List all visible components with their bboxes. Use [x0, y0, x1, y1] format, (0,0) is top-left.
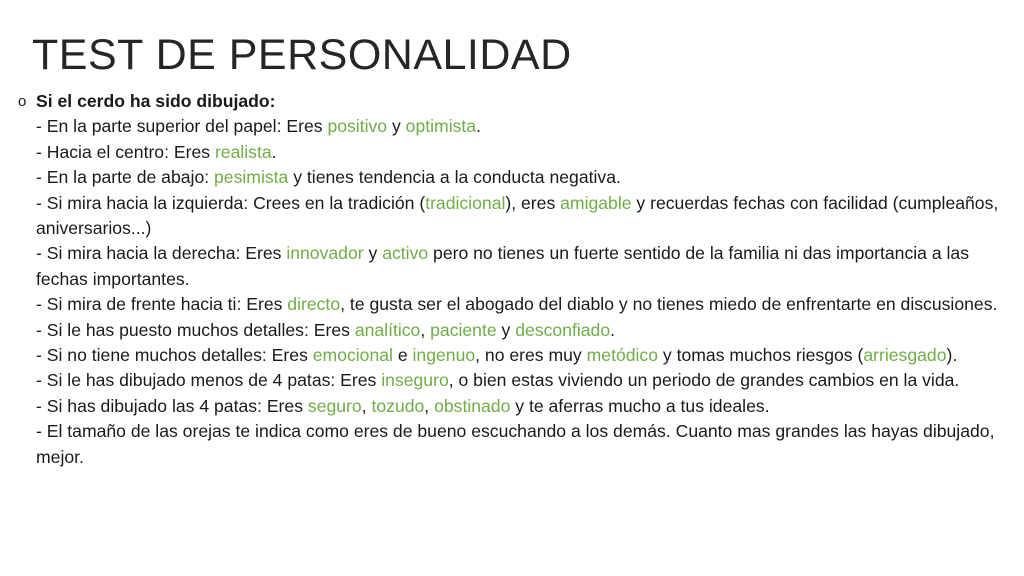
highlighted-trait: arriesgado — [863, 345, 947, 366]
line-text: y — [387, 116, 406, 137]
line-text: , no eres muy — [475, 345, 587, 366]
description-line — [36, 368, 1008, 393]
hollow-circle-bullet-icon: o — [18, 93, 27, 110]
section-heading: Si el cerdo ha sido dibujado: — [36, 91, 276, 111]
highlighted-trait: emocional — [312, 345, 393, 366]
highlighted-trait: ingenuo — [412, 345, 476, 366]
line-text: y tomas muchos riesgos ( — [658, 345, 864, 366]
highlighted-trait: directo — [287, 294, 341, 315]
description-line — [36, 394, 1008, 419]
line-text: - En la parte de abajo: — [36, 167, 215, 188]
bullet-body — [36, 89, 1008, 470]
slide-title: TEST DE PERSONALIDAD — [32, 31, 572, 79]
highlighted-trait: realista — [214, 141, 272, 162]
line-text: e — [392, 345, 413, 366]
line-text: y te aferras mucho a tus ideales. — [510, 395, 770, 416]
highlighted-trait: inseguro — [381, 370, 449, 391]
description-line — [36, 343, 1008, 368]
line-text: - En la parte superior del papel: Eres — [36, 116, 328, 137]
line-text: , — [420, 319, 431, 340]
line-text: , — [424, 395, 435, 416]
line-text: y recuerdas fechas con facilidad (cumpleaños, aniversarios...) — [36, 192, 999, 239]
description-line — [36, 419, 1008, 470]
highlighted-trait: positivo — [327, 116, 388, 137]
line-text: - Si le has puesto muchos detalles: Eres — [36, 319, 355, 340]
highlighted-trait: desconfiado — [515, 319, 611, 340]
line-text: , o bien estas viviendo un periodo de grandes cambios en la vida. — [448, 370, 960, 391]
highlighted-trait: innovador — [286, 243, 364, 264]
description-line — [36, 318, 1008, 343]
line-text: - Hacia el centro: Eres — [36, 141, 215, 162]
highlighted-trait: pesimista — [214, 167, 289, 188]
line-text: - Si le has dibujado menos de 4 patas: Eres — [36, 370, 382, 391]
line-text: - Si has dibujado las 4 patas: Eres — [36, 395, 308, 416]
highlighted-trait: metódico — [586, 345, 659, 366]
line-text: - El tamaño de las orejas te indica como eres de bueno escuchando a los demás. Cuanto mas grandes las hayas dibujado, mejor. — [36, 421, 995, 467]
line-text: y tienes tendencia a la conducta negativa. — [288, 167, 621, 188]
line-text: . — [271, 141, 277, 162]
line-text: ). — [946, 345, 958, 366]
line-text: y — [496, 319, 516, 340]
bullet-item — [18, 89, 1008, 470]
highlighted-trait: tozudo — [371, 395, 425, 416]
line-text: , te gusta ser el abogado del diablo y no tienes miedo de enfrentarte en discusiones. — [340, 294, 998, 315]
highlighted-trait: tradicional — [425, 192, 506, 213]
highlighted-trait: analítico — [354, 319, 421, 340]
description-line — [36, 241, 1008, 292]
description-line — [36, 140, 1008, 165]
description-line — [36, 292, 1008, 317]
line-text: - Si no tiene muchos detalles: Eres — [36, 345, 313, 366]
highlighted-trait: amigable — [560, 192, 632, 213]
description-line — [36, 165, 1008, 190]
description-line — [36, 191, 1008, 242]
highlighted-trait: seguro — [307, 395, 362, 416]
line-text: . — [610, 319, 616, 340]
slide-content — [18, 89, 1008, 470]
line-text: - Si mira hacia la derecha: Eres — [36, 243, 287, 264]
line-text: , — [361, 395, 372, 416]
highlighted-trait: optimista — [405, 116, 477, 137]
line-text: . — [476, 116, 481, 137]
line-text: - Si mira de frente hacia ti: Eres — [36, 294, 288, 315]
highlighted-trait: activo — [382, 243, 429, 264]
line-text: ), eres — [505, 192, 561, 213]
description-line — [36, 114, 1008, 139]
highlighted-trait: paciente — [430, 319, 497, 340]
highlighted-trait: obstinado — [434, 395, 511, 416]
line-text: - Si mira hacia la izquierda: Crees en la tradición ( — [36, 192, 426, 213]
line-text: pero no tienes un fuerte sentido de la familia ni das importancia a las fechas importantes. — [36, 243, 969, 289]
line-text: y — [363, 243, 383, 264]
